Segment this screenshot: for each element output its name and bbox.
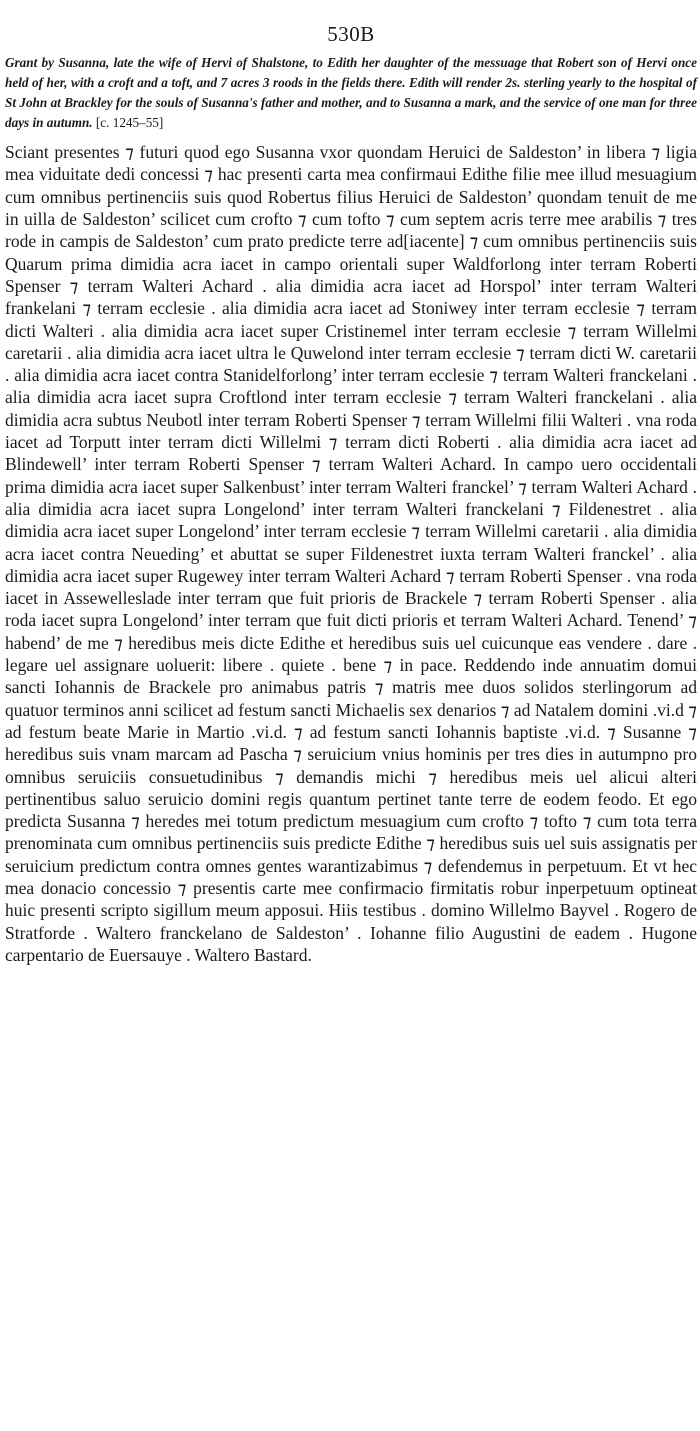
document-number: 530B xyxy=(327,22,375,46)
document-date: [c. 1245–55] xyxy=(95,115,164,131)
charter-text xyxy=(5,141,697,966)
document-summary xyxy=(5,53,697,133)
summary-text: Grant by Susanna, late the wife of Hervi of Shalstone, to Edith her daughter of the messuage that Robert son of Hervi once held of her, with a croft and a toft, and 7 acres 3 roods in the fields there. Edith will render 2s. sterling yearly to the hospital of St John at Brackley for the souls of Susanna's father and mother, and to Susanna a mark, and the service of one man for three days in autumn. xyxy=(5,55,697,131)
charter-paragraph: Sciant presentes ⁊ futuri quod ego Susanna vxor quondam Heruici de Saldeston’ in libera ⁊ ligia mea viduitate dedi concessi ⁊ hac presenti carta mea confirmaui Edithe filie mee illud mesuagium cum omnibus pertinenciis suis quod Robertus filius Heruici de Saldeston’ quondam tenuit de me in uilla de Saldeston’ scilicet cum crofto ⁊ cum tofto ⁊ cum septem acris terre mee arabilis ⁊ tres rode in campis de Saldeston’ cum prato predicte terre ad[iacente] ⁊ cum omnibus pertinenciis suis Quarum prima dimidia acra iacet in campo orientali super Waldforlong inter terram Roberti Spenser ⁊ terram Walteri Achard . alia dimidia acra iacet ad Horspol’ inter terram Walteri frankelani ⁊ terram ecclesie . alia dimidia acra iacet ad Stoniwey inter terram ecclesie ⁊ terram dicti Walteri . alia dimidia acra iacet super Cristinemel inter terram ecclesie ⁊ terram Willelmi caretarii . alia dimidia acra iacet ultra le Quwelond inter terram ecclesie ⁊ terram dicti W. caretarii . alia dimidia acra iacet contra Stanidelforlong’ inter terram ecclesie ⁊ terram Walteri franckelani . alia dimidia acra iacet supra Croftlond inter terram ecclesie ⁊ terram Walteri franckelani . alia dimidia acra subtus Neubotl inter terram Roberti Spenser ⁊ terram Willelmi filii Walteri . vna roda iacet ad Torputt inter terram dicti Willelmi ⁊ terram dicti Roberti . alia dimidia acra iacet ad Blindewell’ inter terram Roberti Spenser ⁊ terram Walteri Achard. In campo uero occidentali prima dimidia acra iacet super Salkenbust’ inter terram Walteri franckel’ ⁊ terram Walteri Achard . alia dimidia acra iacet supra Longelond’ inter terram Walteri franckelani ⁊ Fildenestret . alia dimidia acra iacet super Longelond’ inter terram ecclesie ⁊ terram Willelmi caretarii . alia dimidia acra iacet contra Neueding’ et abuttat se super Fildenestret iuxta terram Walteri franckel’ . alia dimidia acra iacet super Rugewey inter terram Walteri Achard ⁊ terram Roberti Spenser . vna roda iacet in Assewelleslade inter terram que fuit prioris de Brackele ⁊ terram Roberti Spenser . alia roda iacet supra Longelond’ inter terram que fuit dicti prioris et terram Walteri Achard. Tenend’ ⁊ habend’ de me ⁊ heredibus meis dicte Edithe et heredibus suis uel cuicunque eas vendere . dare . legare uel assignare uoluerit: libere . quiete . bene ⁊ in pace. Reddendo inde annuatim domui sancti Iohannis de Brackele pro animabus patris ⁊ matris mee duos solidos sterlingorum ad quatuor terminos anni scilicet ad festum sancti Michaelis sex denarios ⁊ ad Natalem domini .vi.d ⁊ ad festum beate Marie in Martio .vi.d. ⁊ ad festum sancti Iohannis baptiste .vi.d. ⁊ Susanne ⁊ heredibus suis vnam marcam ad Pascha ⁊ seruicium vnius hominis per tres dies in autumpno pro omnibus seruiciis consuetudinibus ⁊ demandis michi ⁊ heredibus meis uel alicui alteri pertinentibus saluo seruicio domini regis quantum pertinet tante terre de eodem feodo. Et ego predicta Susanna ⁊ heredes mei totum predictum mesuagium cum crofto ⁊ tofto ⁊ cum tota terra prenominata cum omnibus pertinenciis suis predicte Edithe ⁊ heredibus suis uel suis assignatis per seruicium predictum contra omnes gentes warantizabimus ⁊ defendemus in perpetuum. Et vt hec mea donacio concessio ⁊ presentis carte mee confirmacio firmitatis robur inperpetuum optineat huic presenti scripto sigillum meum apposui. Hiis testibus . domino Willelmo Bayvel . Rogero de Stratforde . Waltero franckelano de Saldeston’ . Iohanne filio Augustini de eadem . Hugone carpentario de Euersauye . Waltero Bastard. xyxy=(5,142,697,965)
